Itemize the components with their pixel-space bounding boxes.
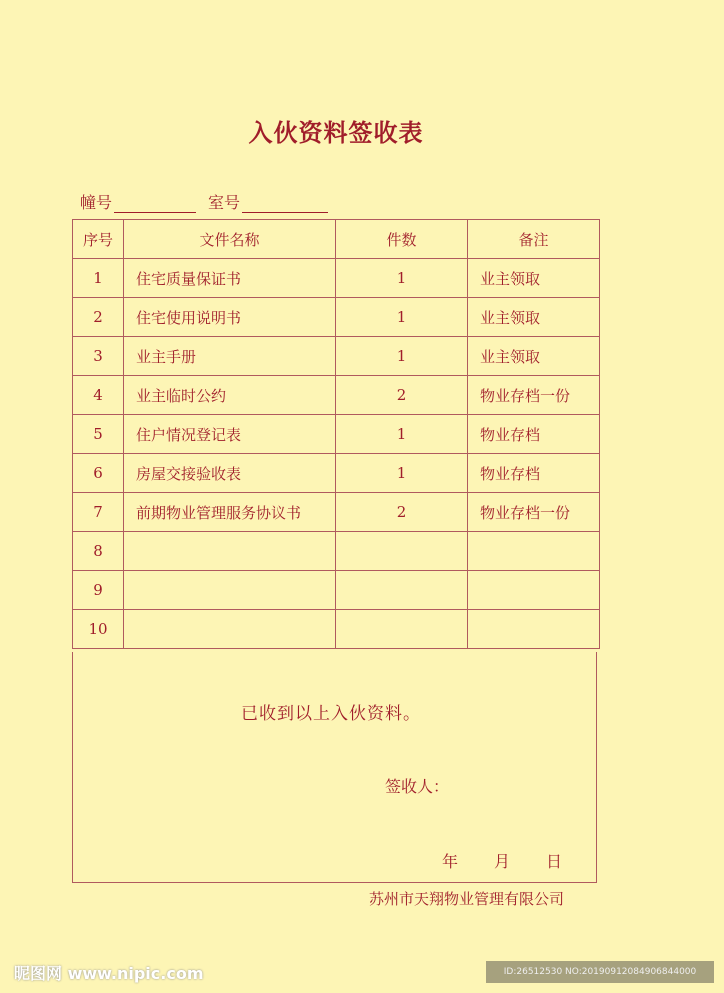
- row-note: 物业存档一份: [468, 493, 600, 532]
- header-document-name: 文件名称: [124, 220, 336, 259]
- table-row: [73, 259, 600, 298]
- header-count: 件数: [336, 220, 468, 259]
- row-number: 1: [73, 259, 124, 298]
- table-row: [73, 337, 600, 376]
- header-number: 序号: [73, 220, 124, 259]
- date-year: 年: [442, 852, 459, 871]
- watermark-id: ID:26512530 NO:20190912084906844000: [486, 961, 714, 983]
- row-document-name: 住宅质量保证书: [124, 259, 336, 298]
- header-note: 备注: [468, 220, 600, 259]
- table-row: [73, 376, 600, 415]
- header-fields: [80, 190, 340, 213]
- row-number: 9: [73, 571, 124, 610]
- table-row: [73, 532, 600, 571]
- row-number: 10: [73, 610, 124, 649]
- row-number: 7: [73, 493, 124, 532]
- row-count: 2: [336, 376, 468, 415]
- watermark-logo: 昵图网 www.nipic.com: [14, 964, 204, 983]
- table-row: [73, 415, 600, 454]
- date-line: [442, 849, 598, 872]
- row-document-name: 前期物业管理服务协议书: [124, 493, 336, 532]
- date-month: 月: [494, 852, 511, 871]
- row-note: 业主领取: [468, 298, 600, 337]
- row-number: 5: [73, 415, 124, 454]
- row-note: 业主领取: [468, 337, 600, 376]
- row-note: 物业存档一份: [468, 376, 600, 415]
- form-title: 入伙资料签收表: [248, 118, 424, 147]
- row-number: 2: [73, 298, 124, 337]
- table-row: [73, 454, 600, 493]
- receipt-section: [72, 652, 597, 883]
- row-count: 1: [336, 298, 468, 337]
- row-note: 物业存档: [468, 454, 600, 493]
- table-header-row: [73, 220, 600, 259]
- row-number: 4: [73, 376, 124, 415]
- row-count: [336, 532, 468, 571]
- building-number-blank: [114, 195, 196, 213]
- row-number: 8: [73, 532, 124, 571]
- signer-label: 签收人：: [385, 777, 450, 796]
- row-count: 2: [336, 493, 468, 532]
- row-count: [336, 571, 468, 610]
- row-note: 业主领取: [468, 259, 600, 298]
- row-document-name: 住宅使用说明书: [124, 298, 336, 337]
- table-row: [73, 571, 600, 610]
- room-number-field: [208, 190, 328, 213]
- row-note: [468, 610, 600, 649]
- row-count: 1: [336, 337, 468, 376]
- row-count: 1: [336, 454, 468, 493]
- room-number-blank: [242, 195, 328, 213]
- row-document-name: 住户情况登记表: [124, 415, 336, 454]
- row-number: 3: [73, 337, 124, 376]
- row-document-name: [124, 571, 336, 610]
- row-note: [468, 571, 600, 610]
- document-table: [72, 219, 600, 649]
- row-count: 1: [336, 415, 468, 454]
- row-count: [336, 610, 468, 649]
- table-row: [73, 298, 600, 337]
- row-document-name: 业主手册: [124, 337, 336, 376]
- building-number-field: [80, 190, 196, 213]
- building-number-label: 幢号: [80, 193, 113, 212]
- receipt-statement: 已收到以上入伙资料。: [241, 704, 421, 724]
- row-number: 6: [73, 454, 124, 493]
- row-count: 1: [336, 259, 468, 298]
- company-name: 苏州市天翔物业管理有限公司: [369, 890, 565, 908]
- table-row: [73, 610, 600, 649]
- row-note: 物业存档: [468, 415, 600, 454]
- row-document-name: 业主临时公约: [124, 376, 336, 415]
- row-document-name: [124, 610, 336, 649]
- table-row: [73, 493, 600, 532]
- row-document-name: 房屋交接验收表: [124, 454, 336, 493]
- row-note: [468, 532, 600, 571]
- date-day: 日: [546, 852, 563, 871]
- row-document-name: [124, 532, 336, 571]
- room-number-label: 室号: [208, 193, 241, 212]
